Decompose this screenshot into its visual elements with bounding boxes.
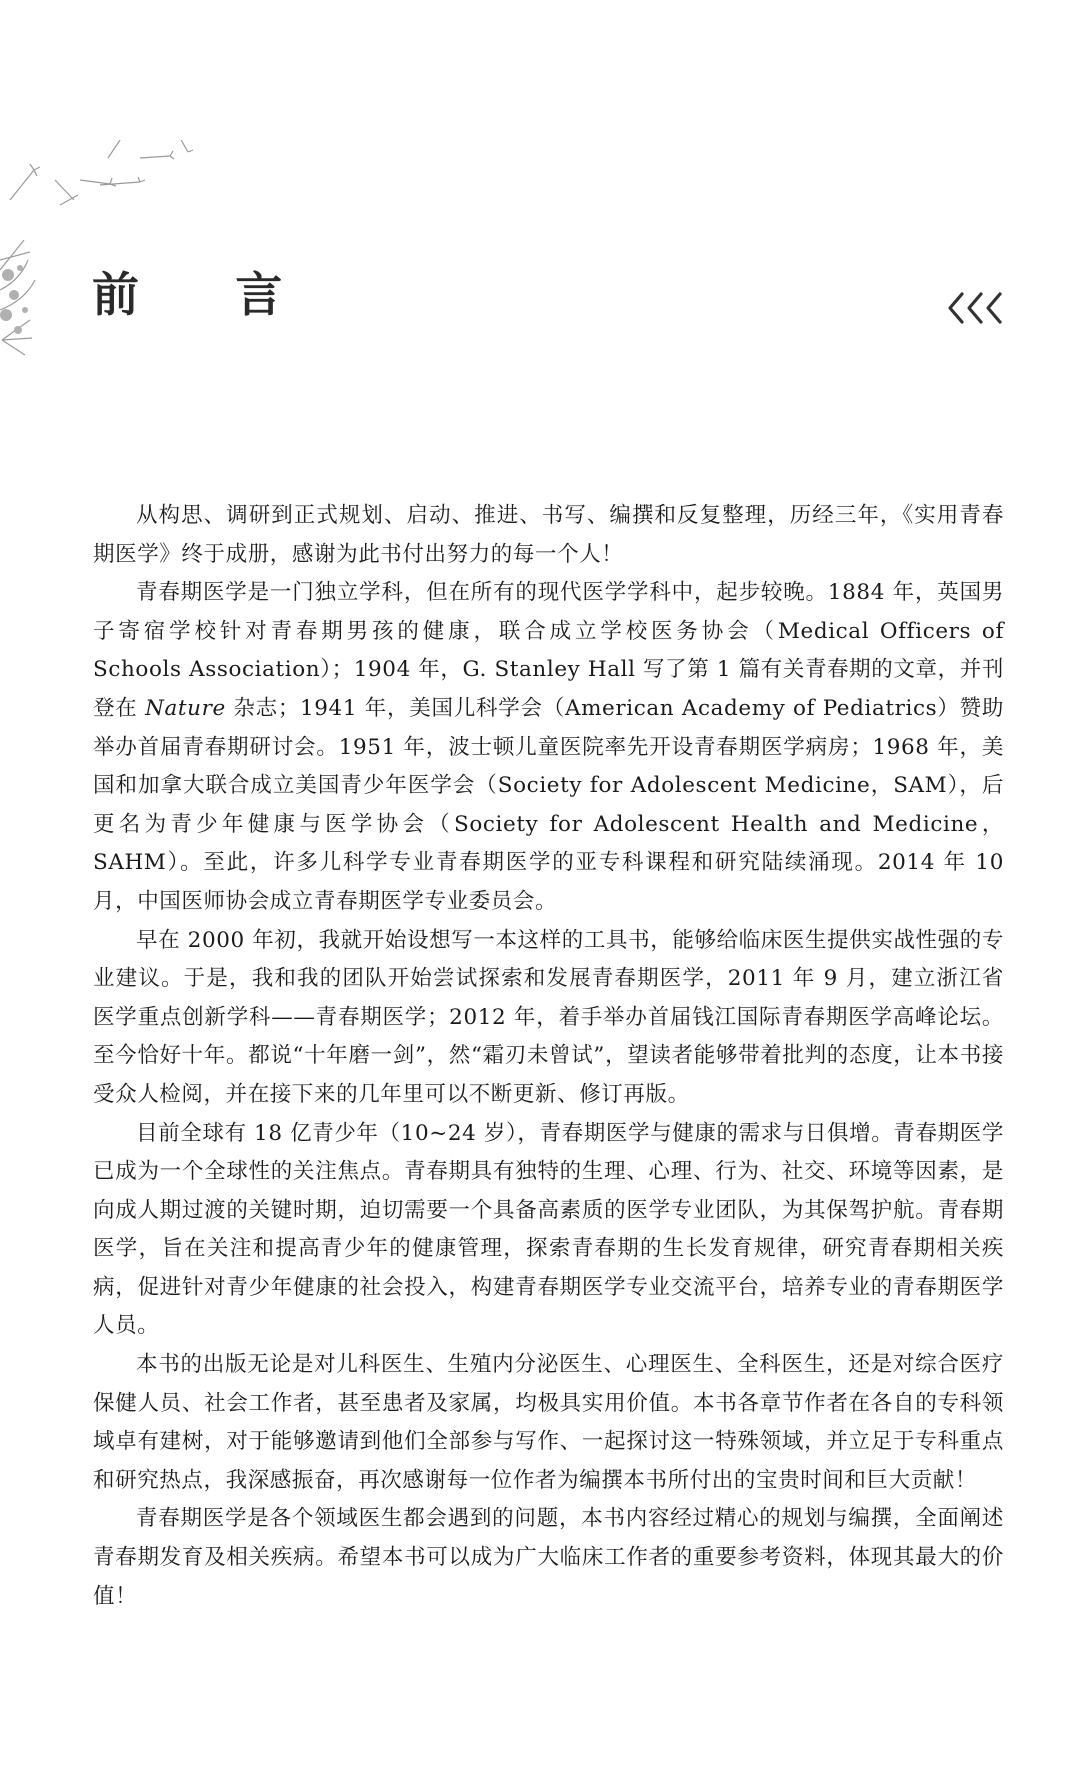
paragraph-5: 本书的出版无论是对儿科医生、生殖内分泌医生、心理医生、全科医生，还是对综合医疗保健人员、社会工作者，甚至患者及家属，均极具实用价值。本书各章节作者在各自的专科领域卓有建树，对于能够邀请到他们全部参与写作、一起探讨这一特殊领域，并立足于专科重点和研究热点，我深感振奋，再次感谢每一位作者为编撰本书所付出的宝贵时间和巨大贡献！ [93, 1352, 1004, 1493]
paragraph-4: 目前全球有 18 亿青少年（10~24 岁），青春期医学与健康的需求与日俱增。青春期医学已成为一个全球性的关注焦点。青春期具有独特的生理、心理、行为、社交、环境等因素，是向成人期过渡的关键时期，迫切需要一个具备高素质的医学专业团队，为其保驾护航。青春期医学，旨在关注和提高青少年的健康管理，探索青春期的生长发育规律，研究青春期相关疾病，促进针对青少年健康的社会投入，构建青春期医学专业交流平台，培养专业的青春期医学人员。 [93, 1120, 1004, 1339]
page-title: 前 言 [92, 268, 323, 323]
triple-chevron-left-icon [944, 290, 1008, 326]
paragraph-6: 青春期医学是各个领域医生都会遇到的问题，本书内容经过精心的规划与编撰，全面阐述青春期发育及相关疾病。希望本书可以成为广大临床工作者的重要参考资料，体现其最大的价值！ [93, 1506, 1004, 1609]
paragraph-3: 早在 2000 年初，我就开始设想写一本这样的工具书，能够给临床医生提供实战性强的专业建议。于是，我和我的团队开始尝试探索和发展青春期医学，2011 年 9 月，建立浙江省医学重点创新学科——青春期医学；2012 年，着手举办首届钱江国际青春期医学高峰论坛。至今恰好十年。都说“十年磨一剑”，然“霜刃未曾试”，望读者能够带着批判的态度，让本书接受众人检阅，并在接下来的几年里可以不断更新、修订再版。 [93, 927, 1004, 1107]
preface-body [93, 497, 1004, 1616]
journal-name: Nature [145, 695, 226, 721]
paragraph-1: 从构思、调研到正式规划、启动、推进、书写、编撰和反复整理，历经三年，《实用青春期医学》终于成册，感谢为此书付出努力的每一个人！ [93, 503, 1004, 567]
paragraph-2: 青春期医学是一门独立学科，但在所有的现代医学学科中，起步较晚。1884 年，英国男子寄宿学校针对青春期男孩的健康，联合成立学校医务协会（Medical Officers of Schools Association）；1904 年，G. Stanley Hall 写了第 1 篇有关青春期的文章，并刊登在 Nature 杂志；1941 年，美国儿科学会（American Academy of Pediatrics）赞助举办首届青春期研讨会。1951 年，波士顿儿童医院率先开设青春期医学病房；1968 年，美国和加拿大联合成立美国青少年医学会（Society for Adolescent Medicine，SAM），后更名为青少年健康与医学协会（Society for Adolescent Health and Medicine，SAHM）。至此，许多儿科学专业青春期医学的亚专科课程和研究陆续涌现。2014 年 10 月，中国医师协会成立青春期医学专业委员会。 [93, 580, 1005, 914]
dandelion-icon [0, 140, 240, 370]
